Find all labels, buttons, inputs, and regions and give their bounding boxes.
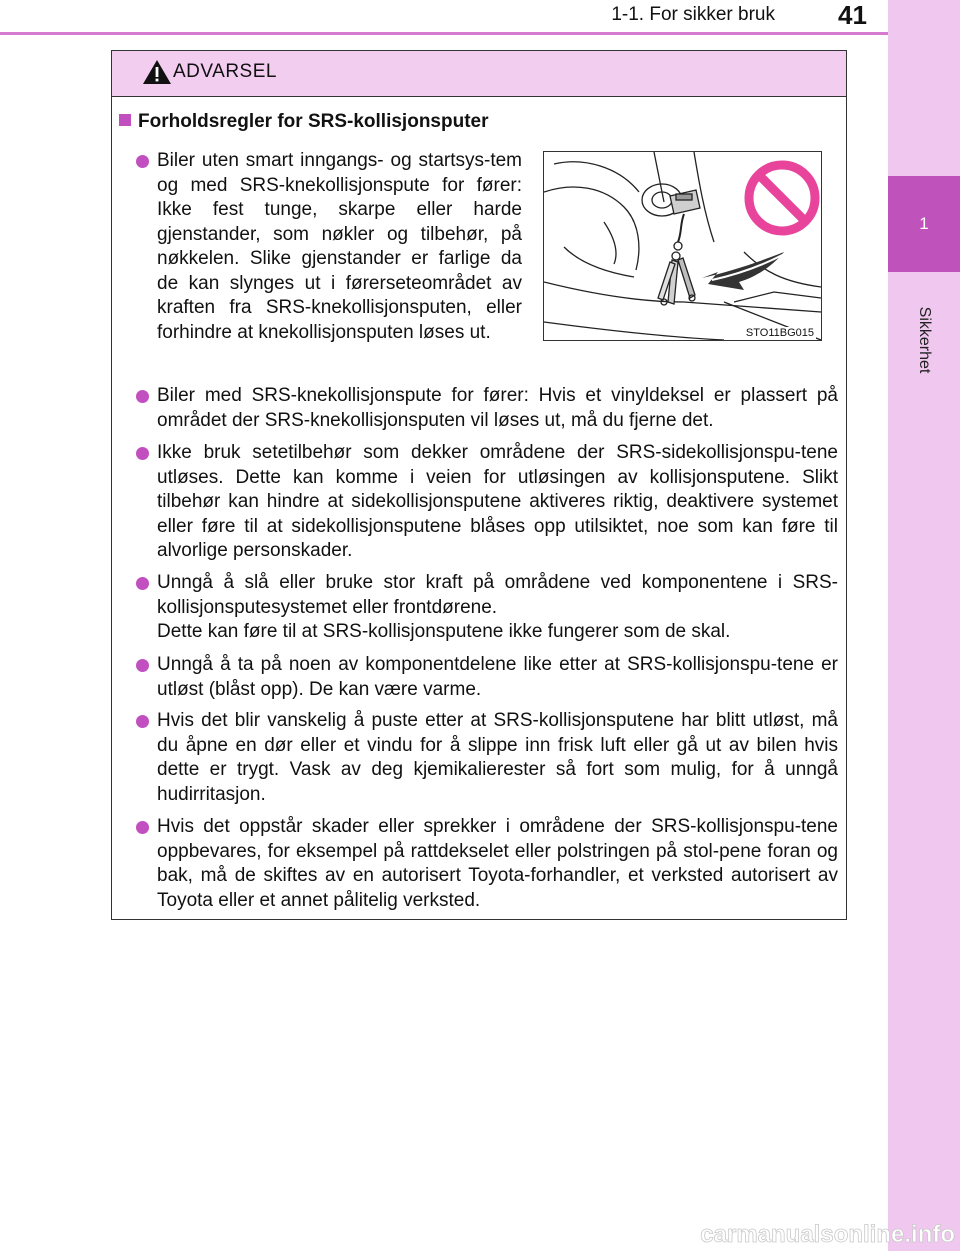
list-item — [136, 571, 838, 645]
bullet-dot-icon — [136, 447, 149, 460]
section-title: 1-1. For sikker bruk — [611, 4, 775, 25]
list-item — [136, 815, 838, 913]
header-rule — [0, 32, 888, 35]
list-item-text: Biler med SRS-knekollisjonspute for fører: Hvis et vinyldeksel er plassert på området der SRS-knekollisjonsputen vil løses ut, må du fjerne det. — [157, 385, 838, 431]
warning-label: ADVARSEL — [173, 61, 277, 82]
watermark-text: carmanualsonline.info — [700, 1221, 955, 1248]
chapter-tab[interactable]: 1 — [888, 176, 960, 272]
bullet-dot-icon — [136, 577, 149, 590]
chapter-label: Sikkerhet — [916, 306, 933, 374]
list-item-text: Unngå å ta på noen av komponentdelene like etter at SRS-kollisjonspu-tene er utløst (blåst opp). De kan være varme. — [157, 654, 838, 700]
list-item-text-continued: Dette kan føre til at SRS-kollisjonsputene ikke fungerer som de skal. — [157, 621, 731, 642]
list-item — [136, 441, 838, 564]
bullet-dot-icon — [136, 155, 149, 168]
warning-box — [111, 50, 847, 920]
list-item — [136, 149, 522, 345]
bullet-dot-icon — [136, 821, 149, 834]
watermark — [700, 1218, 960, 1251]
warning-header — [112, 51, 846, 97]
list-item-text: Hvis det oppstår skader eller sprekker i områdene der SRS-kollisjonspu-tene oppbevares, for eksempel på rattdekselet eller polstringen på stol-pene foran og bak, må de skiftes av en autorisert Toyota-forhandler, et verksted autorisert av Toyota eller et annet pålitelig verksted. — [157, 816, 838, 911]
illustration-code: STO11BG015 — [745, 327, 814, 339]
list-item — [136, 653, 838, 702]
page-number: 41 — [838, 0, 867, 30]
bullet-dot-icon — [136, 715, 149, 728]
list-item-text: Unngå å slå eller bruke stor kraft på områdene ved komponentene i SRS-kollisjonsputesystemet eller frontdørene. — [157, 572, 838, 618]
list-item — [136, 709, 838, 807]
bullet-dot-icon — [136, 390, 149, 403]
list-item-text: Hvis det blir vanskelig å puste etter at SRS-kollisjonsputene har blitt utløst, må du åpne en dør eller et vindu for å slippe inn frisk luft eller gå ut av bilen hvis dette er trygt. Vask av deg kjemikalierester så fort som mulig, for å unngå hudirritasjon. — [157, 710, 838, 805]
prohibited-icon — [749, 165, 815, 231]
sub-heading — [119, 111, 489, 133]
bullet-dot-icon — [136, 659, 149, 672]
sub-heading-text: Forholdsregler for SRS-kollisjonsputer — [138, 111, 489, 132]
square-bullet-icon — [119, 114, 131, 126]
key-illustration — [543, 151, 822, 341]
steering-column-key-drawing — [544, 152, 821, 340]
list-item-text: Biler uten smart inngangs- og startsys-tem og med SRS-knekollisjonspute for fører: Ikke fest tunge, skarpe eller harde gjenstander, som nøkler og tilbehør, på nøkkelen. Slike gjenstander er farlige da de kan slynges ut i førerseteområdet av kraften fra SRS-knekollisjonsputen, eller forhindre at knekollisjonsputen løses ut. — [157, 150, 522, 343]
warning-triangle-icon — [142, 59, 172, 85]
list-item — [136, 384, 838, 433]
list-item-text: Ikke bruk setetilbehør som dekker områdene der SRS-sidekollisjonspu-tene utløses. Dette kan komme i veien for utløsingen av kollisjonsputene. Slikt tilbehør kan hindre at sidekollisjonsputene aktiveres riktig, deaktivere systemet eller føre til at sidekollisjonsputene blåses opp utilsiktet, noe som kan føre til alvorlige personskader. — [157, 442, 838, 561]
